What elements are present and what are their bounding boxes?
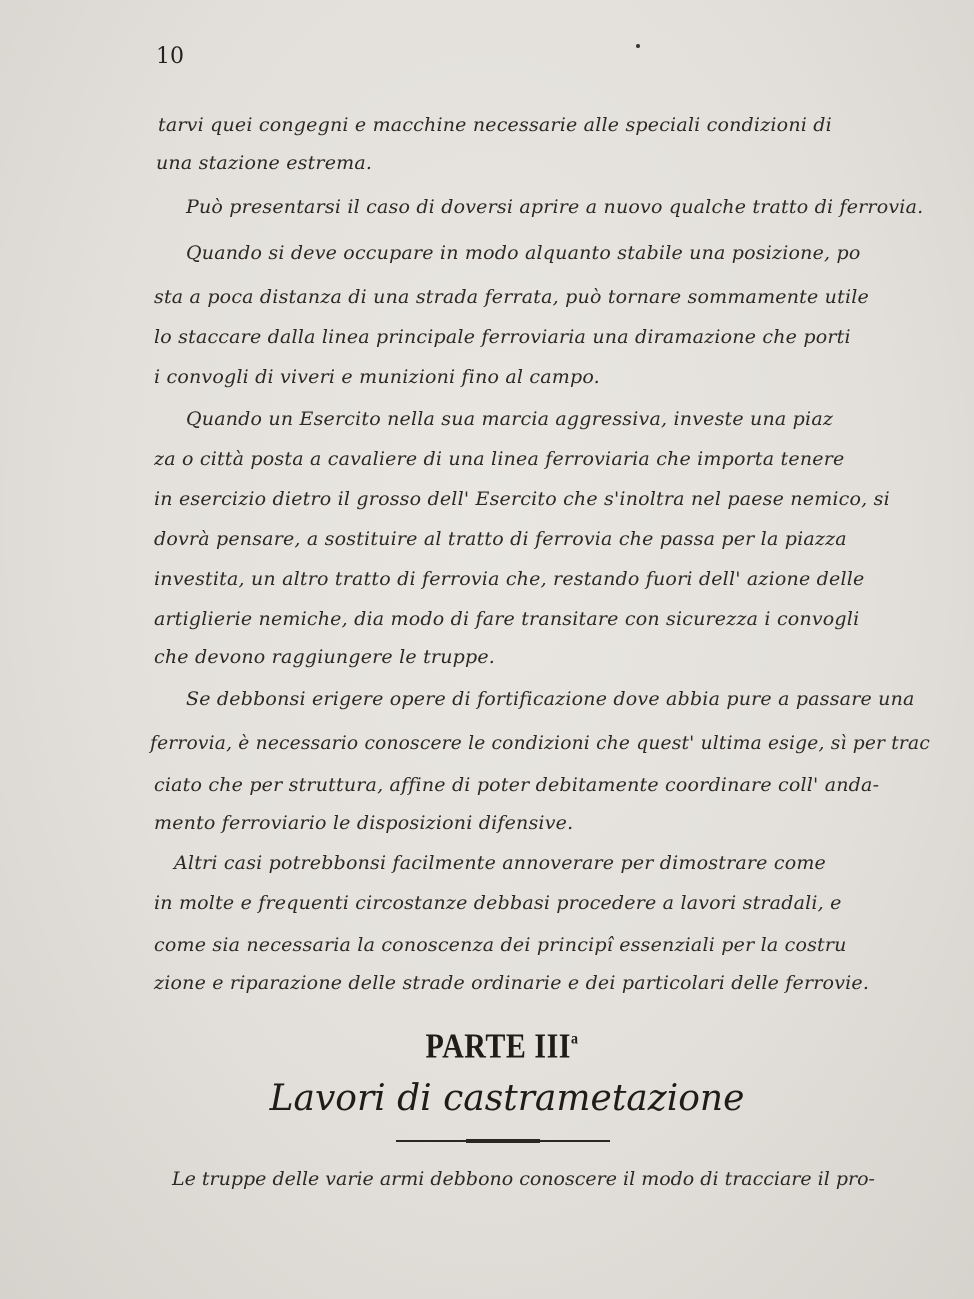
part-superscript: a <box>570 1030 579 1049</box>
text-line: Quando un Esercito nella sua marcia aggressiva, investe una piaz <box>186 408 834 430</box>
ink-speck <box>636 44 640 48</box>
text-line: Quando si deve occupare in modo alquanto stabile una posizione, po <box>186 242 861 264</box>
text-line: ciato che per struttura, affine di poter debitamente coordinare coll' anda- <box>154 774 880 796</box>
part-title <box>30 1027 974 1066</box>
text-line: Può presentarsi il caso di doversi aprire a nuovo qualche tratto di ferrovia. <box>186 196 924 218</box>
text-line: tarvi quei congegni e macchine necessarie alle speciali condizioni di <box>158 114 832 136</box>
part-number: PARTE III <box>425 1027 571 1066</box>
text-line: lo staccare dalla linea principale ferroviaria una diramazione che porti <box>154 326 851 348</box>
text-line: Se debbonsi erigere opere di fortificazione dove abbia pure a passare una <box>186 688 915 710</box>
text-line: come sia necessaria la conoscenza dei principî essenziali per la costru <box>154 934 847 956</box>
ornamental-rule <box>396 1140 610 1142</box>
text-line: in esercizio dietro il grosso dell' Esercito che s'inoltra nel paese nemico, si <box>154 488 890 510</box>
text-line: mento ferroviario le disposizioni difensive. <box>154 812 574 834</box>
text-line: i convogli di viveri e munizioni fino al campo. <box>154 366 600 388</box>
text-line: che devono raggiungere le truppe. <box>154 646 496 668</box>
page-number: 10 <box>156 44 184 69</box>
text-line: sta a poca distanza di una strada ferrata, può tornare sommamente utile <box>154 286 869 308</box>
text-line: ferrovia, è necessario conoscere le condizioni che quest' ultima esige, sì per trac <box>150 732 930 754</box>
text-line: una stazione estrema. <box>156 152 373 174</box>
text-line: Altri casi potrebbonsi facilmente annoverare per dimostrare come <box>174 852 826 874</box>
text-line: artiglierie nemiche, dia modo di fare transitare con sicurezza i convogli <box>154 608 860 630</box>
section-title: Lavori di castrametazione <box>269 1078 745 1119</box>
text-line: Le truppe delle varie armi debbono conoscere il modo di tracciare il pro- <box>172 1168 875 1190</box>
text-line: dovrà pensare, a sostituire al tratto di ferrovia che passa per la piazza <box>154 528 847 550</box>
section-heading <box>0 1027 974 1119</box>
text-line: zione e riparazione delle strade ordinarie e dei particolari delle ferrovie. <box>154 972 870 994</box>
text-line: investita, un altro tratto di ferrovia che, restando fuori dell' azione delle <box>154 568 865 590</box>
text-line: in molte e frequenti circostanze debbasi procedere a lavori stradali, e <box>154 892 842 914</box>
text-line: za o città posta a cavaliere di una linea ferroviaria che importa tenere <box>154 448 845 470</box>
